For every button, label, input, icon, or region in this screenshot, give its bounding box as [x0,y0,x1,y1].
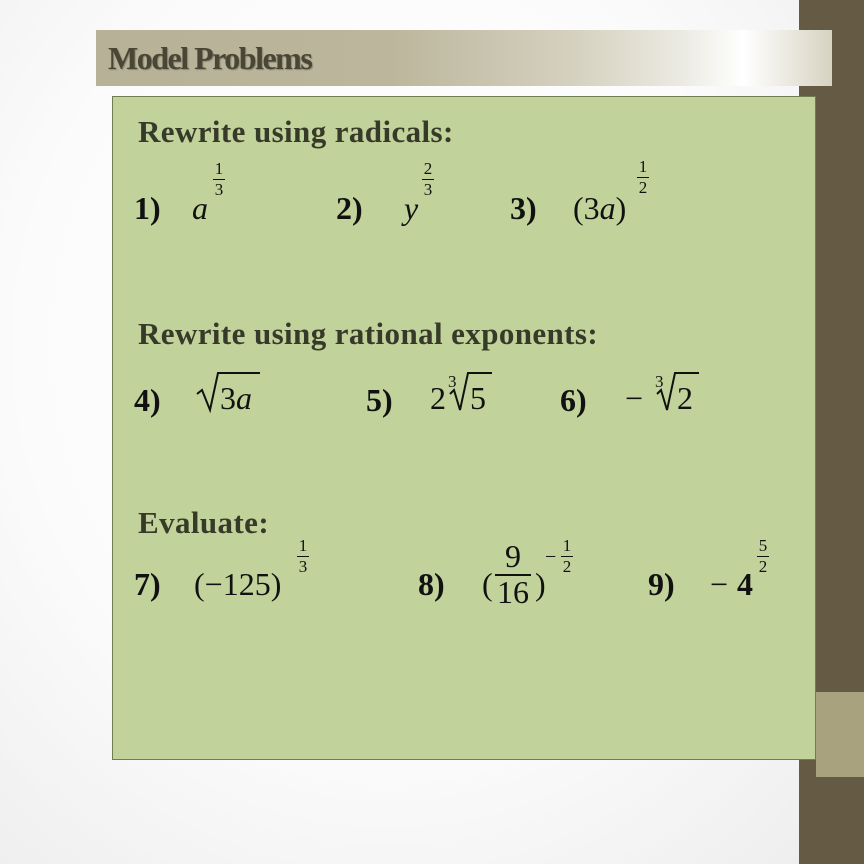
problem-9-sign: − [710,566,729,602]
problem-2-base: y [404,190,419,226]
heading-rewrite-radicals: Rewrite using radicals: [138,114,454,149]
problem-7-base: (−125) [194,566,282,602]
problem-1-exp-num: 1 [214,159,224,178]
problem-1-exponent [213,160,225,198]
heading-rewrite-rational-exponents: Rewrite using rational exponents: [138,316,599,351]
problem-4-radicand [220,380,252,417]
problem-3-base [573,190,626,227]
problem-5-index: 3 [448,372,457,391]
problem-5-coef: 2 [430,380,446,416]
problem-3-exp-num: 1 [638,157,648,176]
problem-7-exp-den: 3 [298,557,308,576]
problem-2-exp-num: 2 [423,159,433,178]
problem-3-close: ) [615,190,627,226]
problem-8-exp-den: 2 [562,557,572,576]
problem-7-number: 7) [134,566,161,602]
heading-evaluate: Evaluate: [138,505,270,540]
problem-3-exp-den: 2 [638,178,648,197]
problem-6-sign: − [625,380,644,416]
problem-2-exp-den: 3 [423,180,433,199]
problem-3-number: 3) [510,190,537,226]
problem-2-exponent [422,160,434,198]
problem-3-exponent [637,158,649,196]
problem-4-coef: 3 [220,380,236,416]
problem-1-exp-den: 3 [214,180,224,199]
problem-9-number: 9) [648,566,675,602]
problem-5-number: 5) [366,382,393,418]
problem-8-exp-num: 1 [562,536,572,555]
problem-2-number: 2) [336,190,363,226]
slide-title: Model Problems [108,40,312,76]
problem-1-number: 1) [134,190,161,226]
problem-7-exp-num: 1 [298,536,308,555]
problem-4-var: a [236,380,252,416]
problem-8-frac-num: 9 [505,538,521,574]
right-side-accent [816,692,864,777]
problem-9-base: 4 [737,566,753,602]
problem-3-open: (3 [573,190,600,226]
problem-6-number: 6) [560,382,587,418]
problem-9-exp-den: 2 [758,557,768,576]
problem-6-radicand: 2 [677,380,693,416]
problem-3-var: a [599,190,616,226]
problem-8-fraction [495,540,531,608]
problem-9-exp-num: 5 [758,536,768,555]
problem-9-exponent [757,537,769,575]
problem-6-index: 3 [655,372,664,391]
problem-8-open-paren: ( [482,566,493,602]
problem-4-number: 4) [134,382,161,418]
problem-8-close-paren: ) [535,566,546,602]
problem-8-frac-den: 16 [497,574,529,610]
problem-1-base: a [192,190,208,226]
problem-5-radicand: 5 [470,380,486,416]
problem-8-exp-sign: − [545,546,557,568]
problem-8-exponent [561,537,573,575]
problem-7-exponent [297,537,309,575]
problem-8-number: 8) [418,566,445,602]
